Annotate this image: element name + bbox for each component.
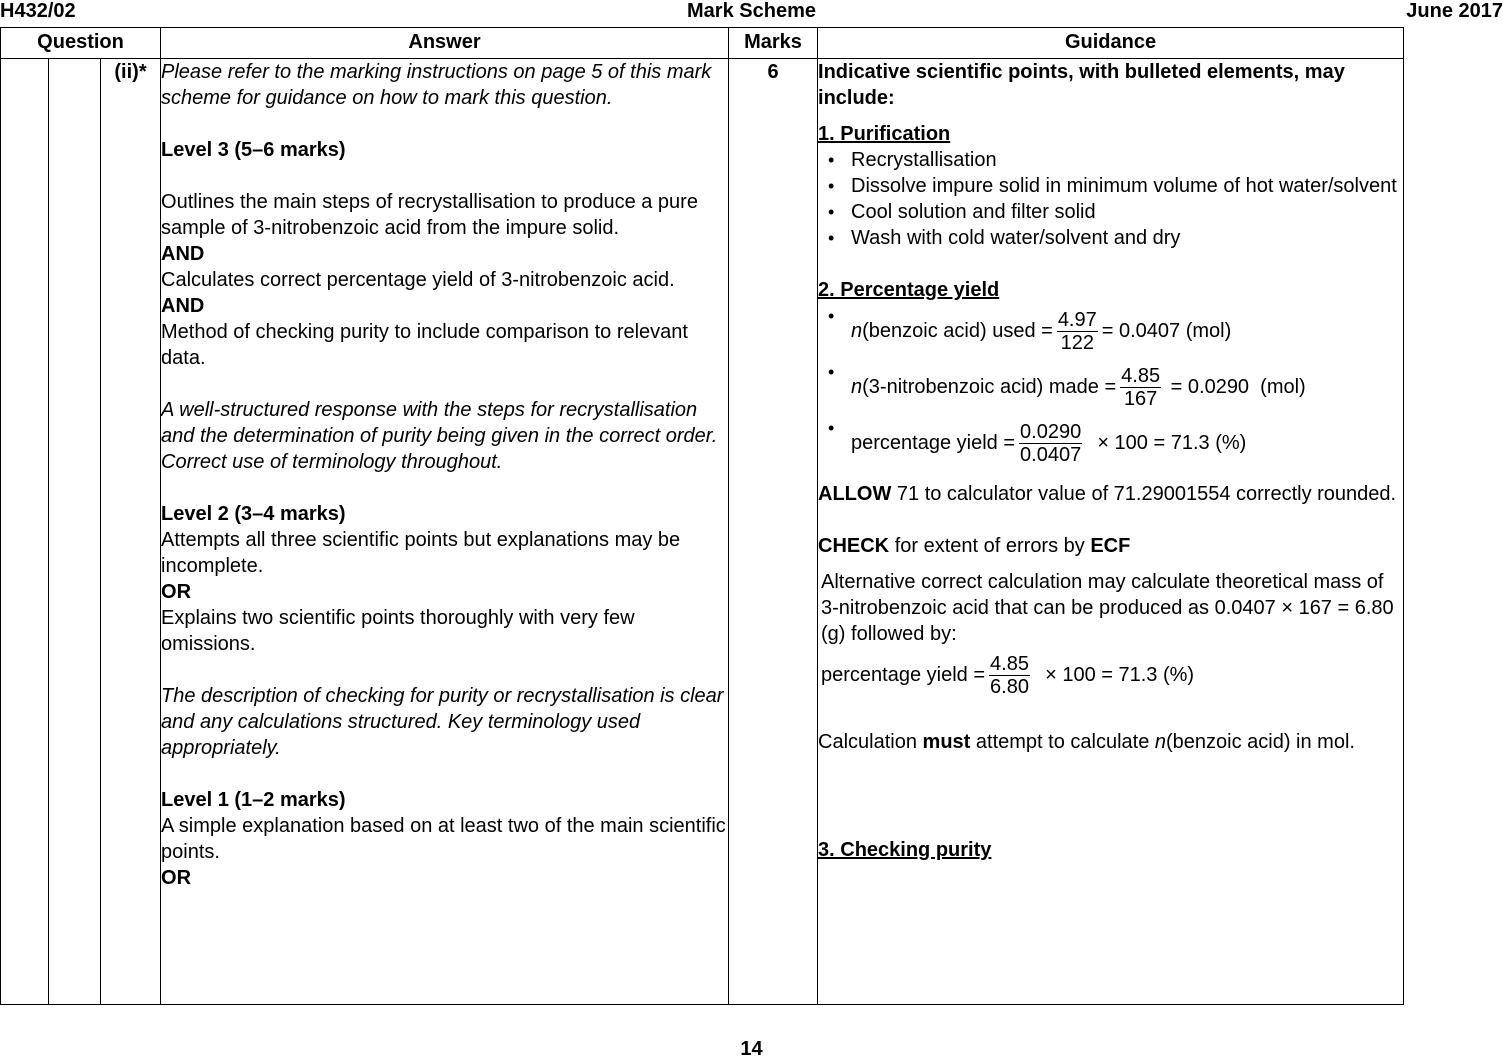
alt-percentage-yield: percentage yield = $\frac{4.85}{6.80}$ × 100 = 71.3 (%) — [821, 652, 1195, 698]
fraction: $\frac{4.85}{6.80}$ — [990, 652, 1029, 698]
question-header: Question — [1, 28, 161, 59]
allow-note: ALLOW 71 to calculator value of 71.29001554 correctly rounded. — [818, 483, 1397, 505]
level3-heading: Level 3 (5–6 marks) — [161, 139, 346, 161]
list-item: • Dissolve impure solid in minimum volume of hot water/solvent — [818, 173, 1403, 199]
fraction: $\frac{0.0290}{0.0407}$ — [1020, 420, 1082, 466]
list-item: • Recrystallisation — [818, 147, 1403, 173]
level2-communication: The description of checking for purity or recrystallisation is clear and any calculations structured. Key terminology used appropriately. — [161, 685, 724, 759]
fraction: $\frac{4.85}{167}$ — [1121, 364, 1161, 410]
calc-percentage-yield: • percentage yield = $\frac{0.0290}{0.0407}$ × 100 = 71.3 (%) — [818, 415, 1403, 471]
question-subpart-cell — [49, 59, 101, 1005]
purification-list — [818, 147, 1403, 251]
doc-code: H432/02 — [0, 0, 76, 22]
level3-text2: Calculates correct percentage yield of 3-nitrobenzoic acid. — [161, 269, 675, 291]
fraction: $\frac{4.97}{122}$ — [1057, 308, 1097, 354]
level3-and1: AND — [161, 243, 205, 265]
check-note: CHECK for extent of errors by ECF — [818, 535, 1131, 557]
level1-or: OR — [161, 867, 192, 889]
calc-benzoic-moles: • n (benzoic acid) used = $\frac{4.97}{122}$ = 0.0407 (mol) — [818, 303, 1403, 359]
calculation-note: Calculation must attempt to calculate n(benzoic acid) in mol. — [818, 731, 1355, 753]
list-item: • Wash with cold water/solvent and dry — [818, 225, 1403, 251]
doc-title: Mark Scheme — [687, 0, 816, 22]
guidance-header: Guidance — [818, 28, 1404, 59]
level3-text1: Outlines the main steps of recrystallisation to produce a pure sample of 3-nitrobenzoic acid from the impure solid. — [161, 191, 698, 239]
level2-text1: Attempts all three scientific points but explanations may be incomplete. — [161, 529, 681, 577]
alternative-calculation: Alternative correct calculation may calculate theoretical mass of 3-nitrobenzoic acid that can be produced as 0.0407 × 167 = 6.80 (g) followed by: — [821, 571, 1394, 645]
level1-text1: A simple explanation based on at least two of the main scientific points. — [161, 815, 726, 863]
table-header-row — [1, 28, 1404, 59]
guidance-intro: Indicative scientific points, with bulleted elements, may include: — [818, 61, 1345, 109]
list-item: • Cool solution and filter solid — [818, 199, 1403, 225]
marks-header: Marks — [729, 28, 818, 59]
table-row — [1, 59, 1404, 1005]
guidance-cell — [818, 59, 1404, 1005]
percentage-yield-heading: 2. Percentage yield — [818, 279, 1000, 301]
checking-purity-heading: 3. Checking purity — [818, 839, 992, 861]
question-part: (ii)* — [101, 59, 161, 1005]
answer-header: Answer — [161, 28, 729, 59]
purification-heading: 1. Purification — [818, 123, 951, 145]
level2-heading: Level 2 (3–4 marks) — [161, 503, 346, 525]
level3-text3: Method of checking purity to include comparison to relevant data. — [161, 321, 688, 369]
marks-value: 6 — [729, 59, 818, 1005]
mark-scheme-table — [0, 27, 1404, 1005]
level2-or: OR — [161, 581, 192, 603]
level3-and2: AND — [161, 295, 205, 317]
doc-session: June 2017 — [1406, 0, 1503, 22]
level3-communication: A well-structured response with the steps for recrystallisation and the determination of purity being given in the correct order. Correct use of terminology throughout. — [161, 399, 718, 473]
calc-nitrobenzoic-moles: • n (3-nitrobenzoic acid) made = $\frac{4.85}{167}$ = 0.0290 (mol) — [818, 359, 1403, 415]
level2-text2: Explains two scientific points thoroughly with very few omissions. — [161, 607, 635, 655]
answer-intro: Please refer to the marking instructions on page 5 of this mark scheme for guidance on how to mark this question. — [161, 61, 712, 109]
page-number: 14 — [740, 1038, 763, 1060]
answer-cell — [161, 59, 729, 1005]
question-number-cell — [1, 59, 49, 1005]
yield-calc-list — [818, 303, 1403, 471]
level1-heading: Level 1 (1–2 marks) — [161, 789, 346, 811]
